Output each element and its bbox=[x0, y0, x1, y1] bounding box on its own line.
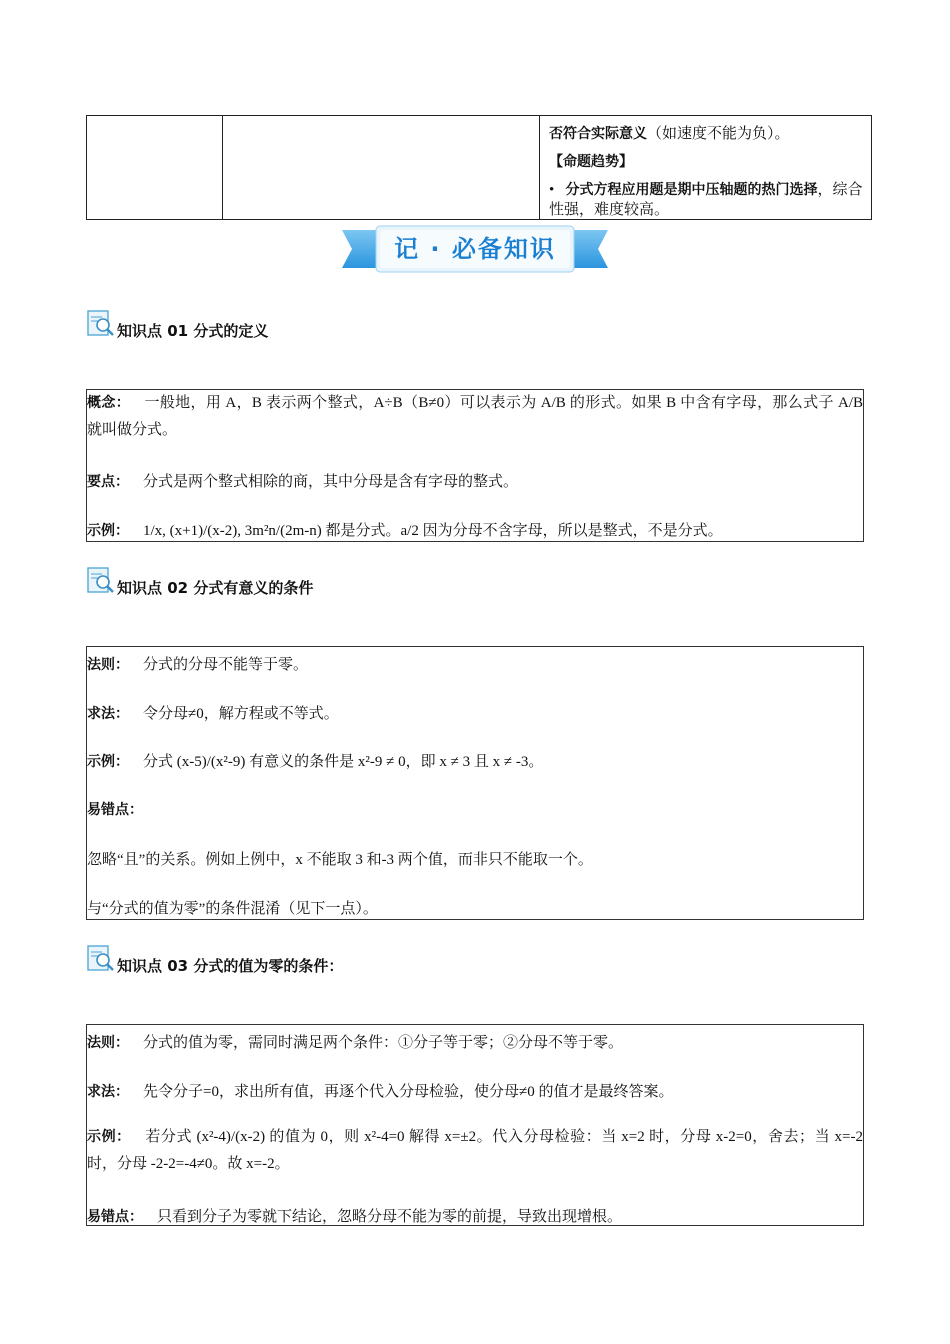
method-text: 先令分子=0，求出所有值，再逐个代入分母检验，使分母≠0 的值才是最终答案。 bbox=[143, 1084, 674, 1100]
trend-text: 择 bbox=[803, 182, 818, 198]
mistake-label: 易错点： bbox=[87, 802, 143, 818]
mistake-row bbox=[87, 1205, 622, 1226]
mistake-text: 只看到分子为零就下结论，忽略分母不能为零的前提，导致出现增根。 bbox=[157, 1209, 623, 1225]
rule-text: 分式的分母不能等于零。 bbox=[143, 657, 309, 673]
key-label: 要点： bbox=[87, 474, 129, 490]
method-row bbox=[87, 1080, 673, 1101]
knowledge-box-01 bbox=[86, 389, 864, 542]
method-row bbox=[87, 702, 339, 723]
example-text: 分式 (x-5)/(x²-9) 有意义的条件是 x²-9 ≠ 0，即 x ≠ 3 且 x ≠ -3。 bbox=[143, 754, 544, 770]
magnifier-doc-icon bbox=[86, 565, 116, 595]
rule-row bbox=[87, 653, 308, 674]
trend-text-rest: ，综合性强，难度较高。 bbox=[549, 182, 863, 218]
method-label: 求法： bbox=[87, 1084, 129, 1100]
example-row bbox=[87, 750, 543, 771]
mistake-text: 忽略“且”的关系。例如上例中，x 不能取 3 和-3 两个值，而非只不能取一个。 bbox=[87, 852, 593, 868]
rule-label: 法则： bbox=[87, 657, 129, 673]
method-text: 令分母≠0，解方程或不等式。 bbox=[143, 706, 339, 722]
table-divider bbox=[222, 116, 223, 219]
rule-row bbox=[87, 1031, 623, 1052]
example-label: 示例： bbox=[87, 1129, 131, 1145]
example-label: 示例： bbox=[87, 523, 129, 539]
knowledge-box-02 bbox=[86, 646, 864, 920]
section-title: 知识点 03 分式的值为零的条件： bbox=[117, 957, 344, 975]
mistake-item bbox=[87, 897, 378, 918]
key-text: 分式是两个整式相除的商，其中分母是含有字母的整式。 bbox=[143, 474, 519, 490]
rule-label: 法则： bbox=[87, 1035, 129, 1051]
section-title: 知识点 02 分式有意义的条件 bbox=[117, 579, 314, 597]
trend-heading: 【命题趋势】 bbox=[549, 154, 633, 170]
trend-text: 分式方程应用题是期中压轴题的热门选 bbox=[565, 182, 804, 198]
mistake-row bbox=[87, 799, 143, 819]
example-text: 1/x, (x+1)/(x-2), 3m²n/(2m-n) 都是分式。a/2 因为分母不含字母，所以是整式，不是分式。 bbox=[143, 523, 723, 539]
rule-text: 分式的值为零，需同时满足两个条件：①分子等于零；②分母不等于零。 bbox=[143, 1035, 624, 1051]
banner-title: 记 · 必备知识 bbox=[394, 235, 556, 263]
magnifier-doc-icon bbox=[86, 308, 116, 338]
example-row bbox=[87, 519, 723, 540]
mistake-item bbox=[87, 848, 593, 869]
section-banner bbox=[342, 224, 608, 274]
concept-text: 一般地，用 A，B 表示两个整式，A÷B（B≠0）可以表示为 A/B 的形式。如果 B 中含有字母，那么式子 A/B 就叫做分式。 bbox=[87, 395, 864, 438]
mistake-label: 易错点： bbox=[87, 1209, 143, 1225]
section-title: 知识点 01 分式的定义 bbox=[117, 322, 269, 340]
meaning-text: 否符合实际意义 bbox=[549, 126, 647, 142]
magnifier-doc-icon bbox=[86, 943, 116, 973]
top-table bbox=[86, 115, 872, 220]
table-cell-trend bbox=[549, 120, 867, 220]
concept-label: 概念： bbox=[87, 395, 131, 411]
example-label: 示例： bbox=[87, 754, 129, 770]
example-text: 若分式 (x²-4)/(x-2) 的值为 0，则 x²-4=0 解得 x=±2。代入分母检验：当 x=2 时，分母 x-2=0，舍去；当 x=-2 时，分母 -2-2=-4≠0。故 x=-2。 bbox=[87, 1129, 864, 1172]
table-divider bbox=[539, 116, 540, 219]
concept-row bbox=[87, 390, 863, 444]
knowledge-box-03 bbox=[86, 1024, 864, 1226]
method-label: 求法： bbox=[87, 706, 129, 722]
mistake-text: 与“分式的值为零”的条件混淆（见下一点）。 bbox=[87, 901, 378, 917]
key-row bbox=[87, 470, 518, 491]
example-row bbox=[87, 1124, 863, 1178]
bullet-icon: • bbox=[549, 182, 555, 198]
meaning-paren: （如速度不能为负）。 bbox=[647, 126, 790, 142]
